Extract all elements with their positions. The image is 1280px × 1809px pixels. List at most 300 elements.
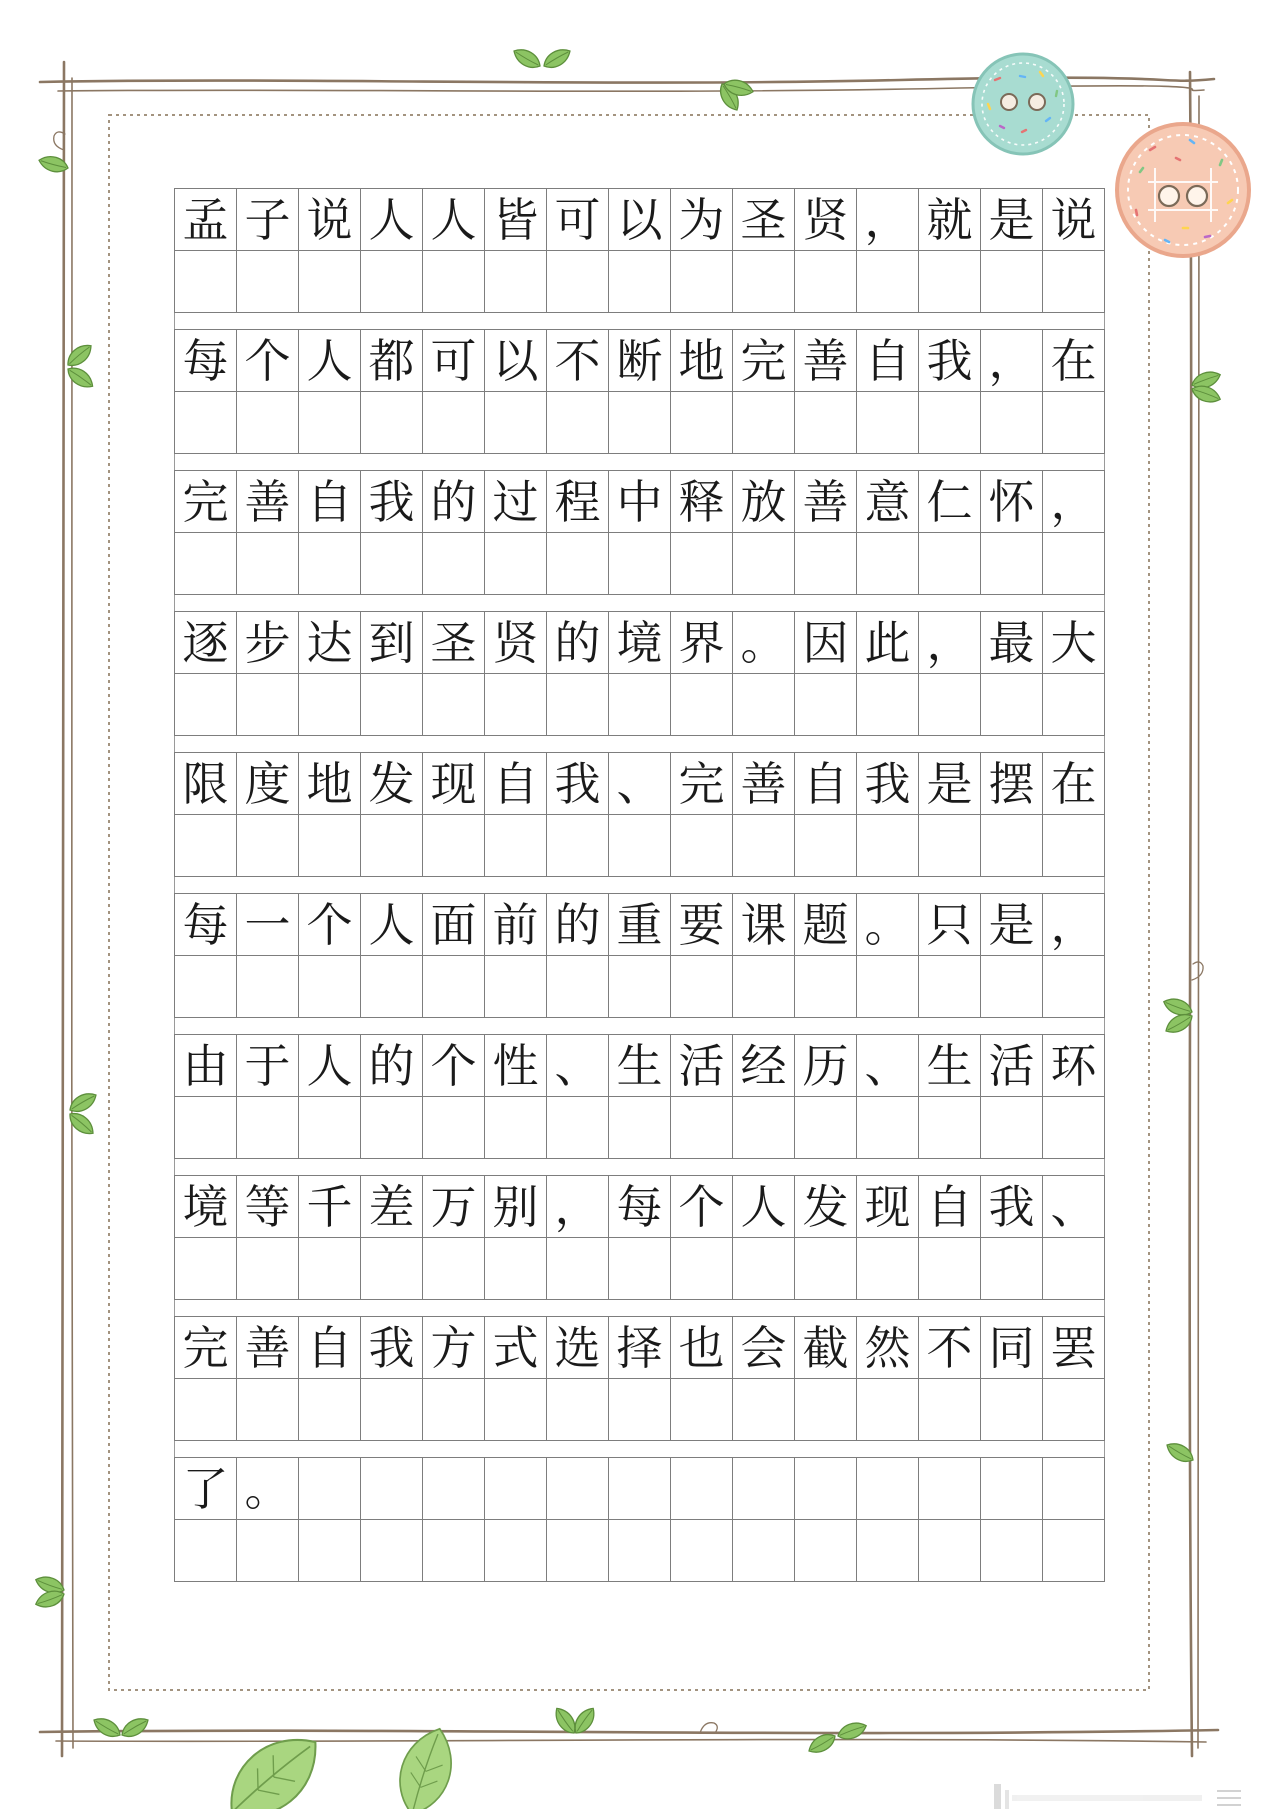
practice-cell bbox=[547, 1379, 609, 1441]
practice-cell bbox=[733, 533, 795, 595]
practice-cell bbox=[175, 392, 237, 454]
char-cell bbox=[919, 1458, 981, 1520]
char-cell: 的 bbox=[547, 612, 609, 674]
practice-cell bbox=[671, 674, 733, 736]
practice-cell bbox=[1043, 1520, 1105, 1582]
practice-cell bbox=[609, 1238, 671, 1300]
char-cell: 度 bbox=[237, 753, 299, 815]
practice-cell bbox=[1043, 815, 1105, 877]
practice-cell bbox=[1043, 956, 1105, 1018]
practice-cell bbox=[423, 956, 485, 1018]
char-cell: 了 bbox=[175, 1458, 237, 1520]
char-cell: 我 bbox=[547, 753, 609, 815]
practice-cell bbox=[919, 815, 981, 877]
char-cell: 善 bbox=[237, 1317, 299, 1379]
char-cell: 境 bbox=[175, 1176, 237, 1238]
char-cell: 、 bbox=[857, 1035, 919, 1097]
practice-cell bbox=[981, 1238, 1043, 1300]
practice-cell bbox=[1043, 251, 1105, 313]
practice-cell bbox=[485, 674, 547, 736]
practice-cell bbox=[547, 674, 609, 736]
char-cell: 界 bbox=[671, 612, 733, 674]
char-cell: 在 bbox=[1043, 330, 1105, 392]
practice-row bbox=[174, 815, 1105, 877]
practice-cell bbox=[919, 1097, 981, 1159]
char-cell: 等 bbox=[237, 1176, 299, 1238]
practice-cell bbox=[485, 956, 547, 1018]
char-cell: 贤 bbox=[485, 612, 547, 674]
row-gap bbox=[174, 736, 1105, 752]
char-cell: 个 bbox=[423, 1035, 485, 1097]
practice-cell bbox=[423, 674, 485, 736]
practice-cell bbox=[733, 956, 795, 1018]
char-cell: 是 bbox=[981, 894, 1043, 956]
practice-cell bbox=[299, 956, 361, 1018]
practice-cell bbox=[609, 674, 671, 736]
practice-cell bbox=[485, 1097, 547, 1159]
char-cell: 现 bbox=[857, 1176, 919, 1238]
row-gap bbox=[174, 1018, 1105, 1034]
practice-cell bbox=[299, 674, 361, 736]
row-pair bbox=[174, 893, 1105, 1018]
practice-cell bbox=[237, 1097, 299, 1159]
practice-cell bbox=[609, 533, 671, 595]
char-cell: 个 bbox=[299, 894, 361, 956]
practice-cell bbox=[919, 1520, 981, 1582]
char-cell: 因 bbox=[795, 612, 857, 674]
char-cell: 万 bbox=[423, 1176, 485, 1238]
practice-cell bbox=[423, 392, 485, 454]
char-cell: 然 bbox=[857, 1317, 919, 1379]
row-pair bbox=[174, 1316, 1105, 1441]
char-cell: ， bbox=[919, 612, 981, 674]
char-cell: 善 bbox=[237, 471, 299, 533]
practice-cell bbox=[609, 1520, 671, 1582]
practice-cell bbox=[237, 815, 299, 877]
char-cell: 、 bbox=[1043, 1176, 1105, 1238]
char-cell: 、 bbox=[547, 1035, 609, 1097]
writing-grid bbox=[174, 188, 1105, 1582]
char-cell: 圣 bbox=[733, 189, 795, 251]
practice-row bbox=[174, 1238, 1105, 1300]
char-cell: 式 bbox=[485, 1317, 547, 1379]
char-cell: ， bbox=[857, 189, 919, 251]
char-cell: 选 bbox=[547, 1317, 609, 1379]
practice-cell bbox=[795, 1097, 857, 1159]
practice-cell bbox=[981, 1379, 1043, 1441]
practice-row bbox=[174, 533, 1105, 595]
char-cell: 自 bbox=[299, 1317, 361, 1379]
row-pair bbox=[174, 611, 1105, 736]
char-cell: 重 bbox=[609, 894, 671, 956]
char-cell: ， bbox=[981, 330, 1043, 392]
practice-cell bbox=[423, 1097, 485, 1159]
char-cell: 怀 bbox=[981, 471, 1043, 533]
char-cell: 意 bbox=[857, 471, 919, 533]
practice-cell bbox=[299, 533, 361, 595]
practice-cell bbox=[857, 392, 919, 454]
char-cell: 截 bbox=[795, 1317, 857, 1379]
practice-cell bbox=[733, 1097, 795, 1159]
practice-cell bbox=[981, 1097, 1043, 1159]
char-cell: ， bbox=[1043, 471, 1105, 533]
practice-cell bbox=[609, 1379, 671, 1441]
char-cell: 千 bbox=[299, 1176, 361, 1238]
practice-cell bbox=[795, 1379, 857, 1441]
practice-cell bbox=[361, 251, 423, 313]
row-gap bbox=[174, 1300, 1105, 1316]
char-cell: 中 bbox=[609, 471, 671, 533]
practice-cell bbox=[1043, 533, 1105, 595]
leaf-icon bbox=[389, 1721, 463, 1809]
practice-cell bbox=[361, 533, 423, 595]
practice-cell bbox=[299, 1520, 361, 1582]
char-cell: 说 bbox=[1043, 189, 1105, 251]
practice-cell bbox=[795, 533, 857, 595]
char-cell: 人 bbox=[361, 189, 423, 251]
char-cell: 可 bbox=[547, 189, 609, 251]
char-cell: 现 bbox=[423, 753, 485, 815]
char-cell: 每 bbox=[175, 330, 237, 392]
row-pair bbox=[174, 1457, 1105, 1582]
practice-cell bbox=[981, 674, 1043, 736]
char-cell: 。 bbox=[733, 612, 795, 674]
char-cell: ， bbox=[547, 1176, 609, 1238]
practice-cell bbox=[299, 815, 361, 877]
char-cell bbox=[547, 1458, 609, 1520]
practice-cell bbox=[485, 1379, 547, 1441]
practice-cell bbox=[671, 392, 733, 454]
practice-cell bbox=[361, 1379, 423, 1441]
practice-cell bbox=[919, 1238, 981, 1300]
practice-cell bbox=[299, 251, 361, 313]
char-cell: ， bbox=[1043, 894, 1105, 956]
leaf-icon bbox=[118, 1714, 151, 1741]
practice-cell bbox=[857, 1097, 919, 1159]
char-cell bbox=[361, 1458, 423, 1520]
char-cell: 贤 bbox=[795, 189, 857, 251]
practice-cell bbox=[671, 1097, 733, 1159]
text-row bbox=[174, 752, 1105, 815]
char-cell: 到 bbox=[361, 612, 423, 674]
char-cell: 同 bbox=[981, 1317, 1043, 1379]
practice-cell bbox=[919, 1379, 981, 1441]
char-cell: 每 bbox=[175, 894, 237, 956]
char-cell: 仁 bbox=[919, 471, 981, 533]
practice-cell bbox=[423, 1520, 485, 1582]
row-gap bbox=[174, 1441, 1105, 1457]
char-cell: 摆 bbox=[981, 753, 1043, 815]
char-cell: 善 bbox=[795, 471, 857, 533]
practice-cell bbox=[671, 1238, 733, 1300]
row-pair bbox=[174, 470, 1105, 595]
char-cell bbox=[1043, 1458, 1105, 1520]
char-cell bbox=[299, 1458, 361, 1520]
practice-cell bbox=[299, 1097, 361, 1159]
char-cell: 自 bbox=[795, 753, 857, 815]
char-cell: 善 bbox=[733, 753, 795, 815]
row-gap bbox=[174, 595, 1105, 611]
char-cell: 为 bbox=[671, 189, 733, 251]
practice-cell bbox=[919, 392, 981, 454]
practice-cell bbox=[361, 1238, 423, 1300]
practice-cell bbox=[175, 1097, 237, 1159]
practice-cell bbox=[237, 1379, 299, 1441]
char-cell: 以 bbox=[609, 189, 671, 251]
practice-cell bbox=[981, 815, 1043, 877]
char-cell bbox=[609, 1458, 671, 1520]
row-pair bbox=[174, 1034, 1105, 1159]
practice-cell bbox=[299, 1238, 361, 1300]
practice-cell bbox=[857, 815, 919, 877]
char-cell: 经 bbox=[733, 1035, 795, 1097]
char-cell: 我 bbox=[857, 753, 919, 815]
practice-cell bbox=[361, 674, 423, 736]
char-cell bbox=[423, 1458, 485, 1520]
practice-row bbox=[174, 1379, 1105, 1441]
char-cell: 罢 bbox=[1043, 1317, 1105, 1379]
row-pair bbox=[174, 188, 1105, 313]
char-cell: 以 bbox=[485, 330, 547, 392]
practice-cell bbox=[423, 1238, 485, 1300]
practice-row bbox=[174, 251, 1105, 313]
practice-cell bbox=[981, 1520, 1043, 1582]
char-cell: 只 bbox=[919, 894, 981, 956]
leaf-icon bbox=[64, 363, 97, 392]
practice-cell bbox=[237, 1238, 299, 1300]
leaf-icon bbox=[510, 45, 543, 72]
char-cell: 环 bbox=[1043, 1035, 1105, 1097]
char-cell: 最 bbox=[981, 612, 1043, 674]
char-cell: 由 bbox=[175, 1035, 237, 1097]
practice-cell bbox=[981, 956, 1043, 1018]
practice-cell bbox=[795, 392, 857, 454]
char-cell: 子 bbox=[237, 189, 299, 251]
char-cell bbox=[671, 1458, 733, 1520]
practice-cell bbox=[547, 956, 609, 1018]
char-cell: 说 bbox=[299, 189, 361, 251]
practice-cell bbox=[671, 956, 733, 1018]
text-row bbox=[174, 1034, 1105, 1097]
char-cell: 完 bbox=[175, 471, 237, 533]
leaf-icon bbox=[65, 1109, 97, 1139]
practice-cell bbox=[237, 251, 299, 313]
char-cell: 放 bbox=[733, 471, 795, 533]
text-row bbox=[174, 1457, 1105, 1520]
leaf-icon bbox=[540, 45, 573, 72]
practice-cell bbox=[361, 1520, 423, 1582]
char-cell: 善 bbox=[795, 330, 857, 392]
char-cell: 生 bbox=[919, 1035, 981, 1097]
practice-cell bbox=[237, 674, 299, 736]
practice-cell bbox=[237, 392, 299, 454]
button-icon bbox=[973, 54, 1073, 154]
char-cell: 差 bbox=[361, 1176, 423, 1238]
leaf-icon bbox=[90, 1714, 123, 1741]
text-row bbox=[174, 1316, 1105, 1379]
practice-cell bbox=[795, 1238, 857, 1300]
practice-cell bbox=[981, 251, 1043, 313]
practice-cell bbox=[175, 815, 237, 877]
practice-cell bbox=[857, 1379, 919, 1441]
char-cell bbox=[795, 1458, 857, 1520]
row-pair bbox=[174, 752, 1105, 877]
text-row bbox=[174, 1175, 1105, 1238]
char-cell: 题 bbox=[795, 894, 857, 956]
leaf-icon bbox=[63, 340, 95, 370]
practice-cell bbox=[361, 1097, 423, 1159]
char-cell: 要 bbox=[671, 894, 733, 956]
char-cell: 断 bbox=[609, 330, 671, 392]
char-cell: 活 bbox=[981, 1035, 1043, 1097]
practice-cell bbox=[733, 674, 795, 736]
practice-cell bbox=[919, 674, 981, 736]
char-cell: 程 bbox=[547, 471, 609, 533]
practice-cell bbox=[857, 533, 919, 595]
practice-cell bbox=[423, 1379, 485, 1441]
practice-cell bbox=[237, 1520, 299, 1582]
char-cell: 。 bbox=[237, 1458, 299, 1520]
char-cell: 个 bbox=[671, 1176, 733, 1238]
char-cell: 自 bbox=[299, 471, 361, 533]
char-cell: 境 bbox=[609, 612, 671, 674]
practice-cell bbox=[857, 1520, 919, 1582]
practice-cell bbox=[981, 392, 1043, 454]
practice-cell bbox=[547, 815, 609, 877]
char-cell: 地 bbox=[299, 753, 361, 815]
char-cell: 别 bbox=[485, 1176, 547, 1238]
practice-cell bbox=[609, 815, 671, 877]
row-gap bbox=[174, 1159, 1105, 1175]
practice-cell bbox=[981, 533, 1043, 595]
practice-cell bbox=[485, 1520, 547, 1582]
text-row bbox=[174, 329, 1105, 392]
practice-cell bbox=[733, 1520, 795, 1582]
row-pair bbox=[174, 329, 1105, 454]
practice-cell bbox=[609, 1097, 671, 1159]
char-cell: 我 bbox=[361, 471, 423, 533]
char-cell: 课 bbox=[733, 894, 795, 956]
practice-cell bbox=[237, 533, 299, 595]
char-cell: 活 bbox=[671, 1035, 733, 1097]
char-cell: 人 bbox=[299, 1035, 361, 1097]
practice-cell bbox=[485, 251, 547, 313]
char-cell: 就 bbox=[919, 189, 981, 251]
practice-row bbox=[174, 956, 1105, 1018]
char-cell: 是 bbox=[919, 753, 981, 815]
practice-cell bbox=[733, 1379, 795, 1441]
button-icon bbox=[1117, 124, 1249, 256]
practice-cell bbox=[175, 674, 237, 736]
practice-cell bbox=[671, 251, 733, 313]
text-row bbox=[174, 470, 1105, 533]
practice-cell bbox=[1043, 674, 1105, 736]
char-cell: 人 bbox=[361, 894, 423, 956]
char-cell: 会 bbox=[733, 1317, 795, 1379]
practice-cell bbox=[423, 815, 485, 877]
char-cell: 完 bbox=[733, 330, 795, 392]
char-cell: 释 bbox=[671, 471, 733, 533]
char-cell: 不 bbox=[547, 330, 609, 392]
char-cell: 都 bbox=[361, 330, 423, 392]
char-cell: 我 bbox=[919, 330, 981, 392]
practice-cell bbox=[175, 1520, 237, 1582]
row-pair bbox=[174, 1175, 1105, 1300]
char-cell: 我 bbox=[361, 1317, 423, 1379]
char-cell: 自 bbox=[857, 330, 919, 392]
practice-cell bbox=[857, 1238, 919, 1300]
practice-cell bbox=[547, 1520, 609, 1582]
practice-cell bbox=[857, 956, 919, 1018]
practice-cell bbox=[547, 251, 609, 313]
char-cell bbox=[857, 1458, 919, 1520]
practice-cell bbox=[609, 392, 671, 454]
practice-cell bbox=[485, 815, 547, 877]
row-gap bbox=[174, 877, 1105, 893]
practice-cell bbox=[1043, 392, 1105, 454]
text-row bbox=[174, 893, 1105, 956]
practice-cell bbox=[919, 251, 981, 313]
char-cell bbox=[733, 1458, 795, 1520]
char-cell: 生 bbox=[609, 1035, 671, 1097]
char-cell: 自 bbox=[485, 753, 547, 815]
practice-cell bbox=[1043, 1097, 1105, 1159]
practice-cell bbox=[175, 1379, 237, 1441]
char-cell: 在 bbox=[1043, 753, 1105, 815]
char-cell: 此 bbox=[857, 612, 919, 674]
char-cell: 逐 bbox=[175, 612, 237, 674]
practice-cell bbox=[175, 251, 237, 313]
practice-cell bbox=[547, 1097, 609, 1159]
practice-cell bbox=[795, 251, 857, 313]
practice-cell bbox=[547, 392, 609, 454]
char-cell: 地 bbox=[671, 330, 733, 392]
practice-cell bbox=[919, 533, 981, 595]
practice-cell bbox=[671, 1520, 733, 1582]
practice-cell bbox=[299, 1379, 361, 1441]
practice-cell bbox=[795, 956, 857, 1018]
char-cell: 我 bbox=[981, 1176, 1043, 1238]
practice-cell bbox=[175, 533, 237, 595]
practice-cell bbox=[795, 815, 857, 877]
practice-cell bbox=[609, 956, 671, 1018]
practice-cell bbox=[485, 392, 547, 454]
practice-row bbox=[174, 674, 1105, 736]
practice-cell bbox=[423, 251, 485, 313]
char-cell: 完 bbox=[175, 1317, 237, 1379]
practice-cell bbox=[361, 815, 423, 877]
practice-cell bbox=[1043, 1379, 1105, 1441]
practice-cell bbox=[485, 1238, 547, 1300]
char-cell: 人 bbox=[299, 330, 361, 392]
practice-cell bbox=[423, 533, 485, 595]
practice-row bbox=[174, 392, 1105, 454]
char-cell: 不 bbox=[919, 1317, 981, 1379]
char-cell: 方 bbox=[423, 1317, 485, 1379]
char-cell: 过 bbox=[485, 471, 547, 533]
char-cell: 圣 bbox=[423, 612, 485, 674]
char-cell bbox=[981, 1458, 1043, 1520]
char-cell: 限 bbox=[175, 753, 237, 815]
char-cell: 步 bbox=[237, 612, 299, 674]
practice-cell bbox=[609, 251, 671, 313]
char-cell: 每 bbox=[609, 1176, 671, 1238]
practice-cell bbox=[795, 1520, 857, 1582]
practice-cell bbox=[733, 815, 795, 877]
practice-cell bbox=[733, 251, 795, 313]
practice-cell bbox=[175, 1238, 237, 1300]
char-cell: 一 bbox=[237, 894, 299, 956]
